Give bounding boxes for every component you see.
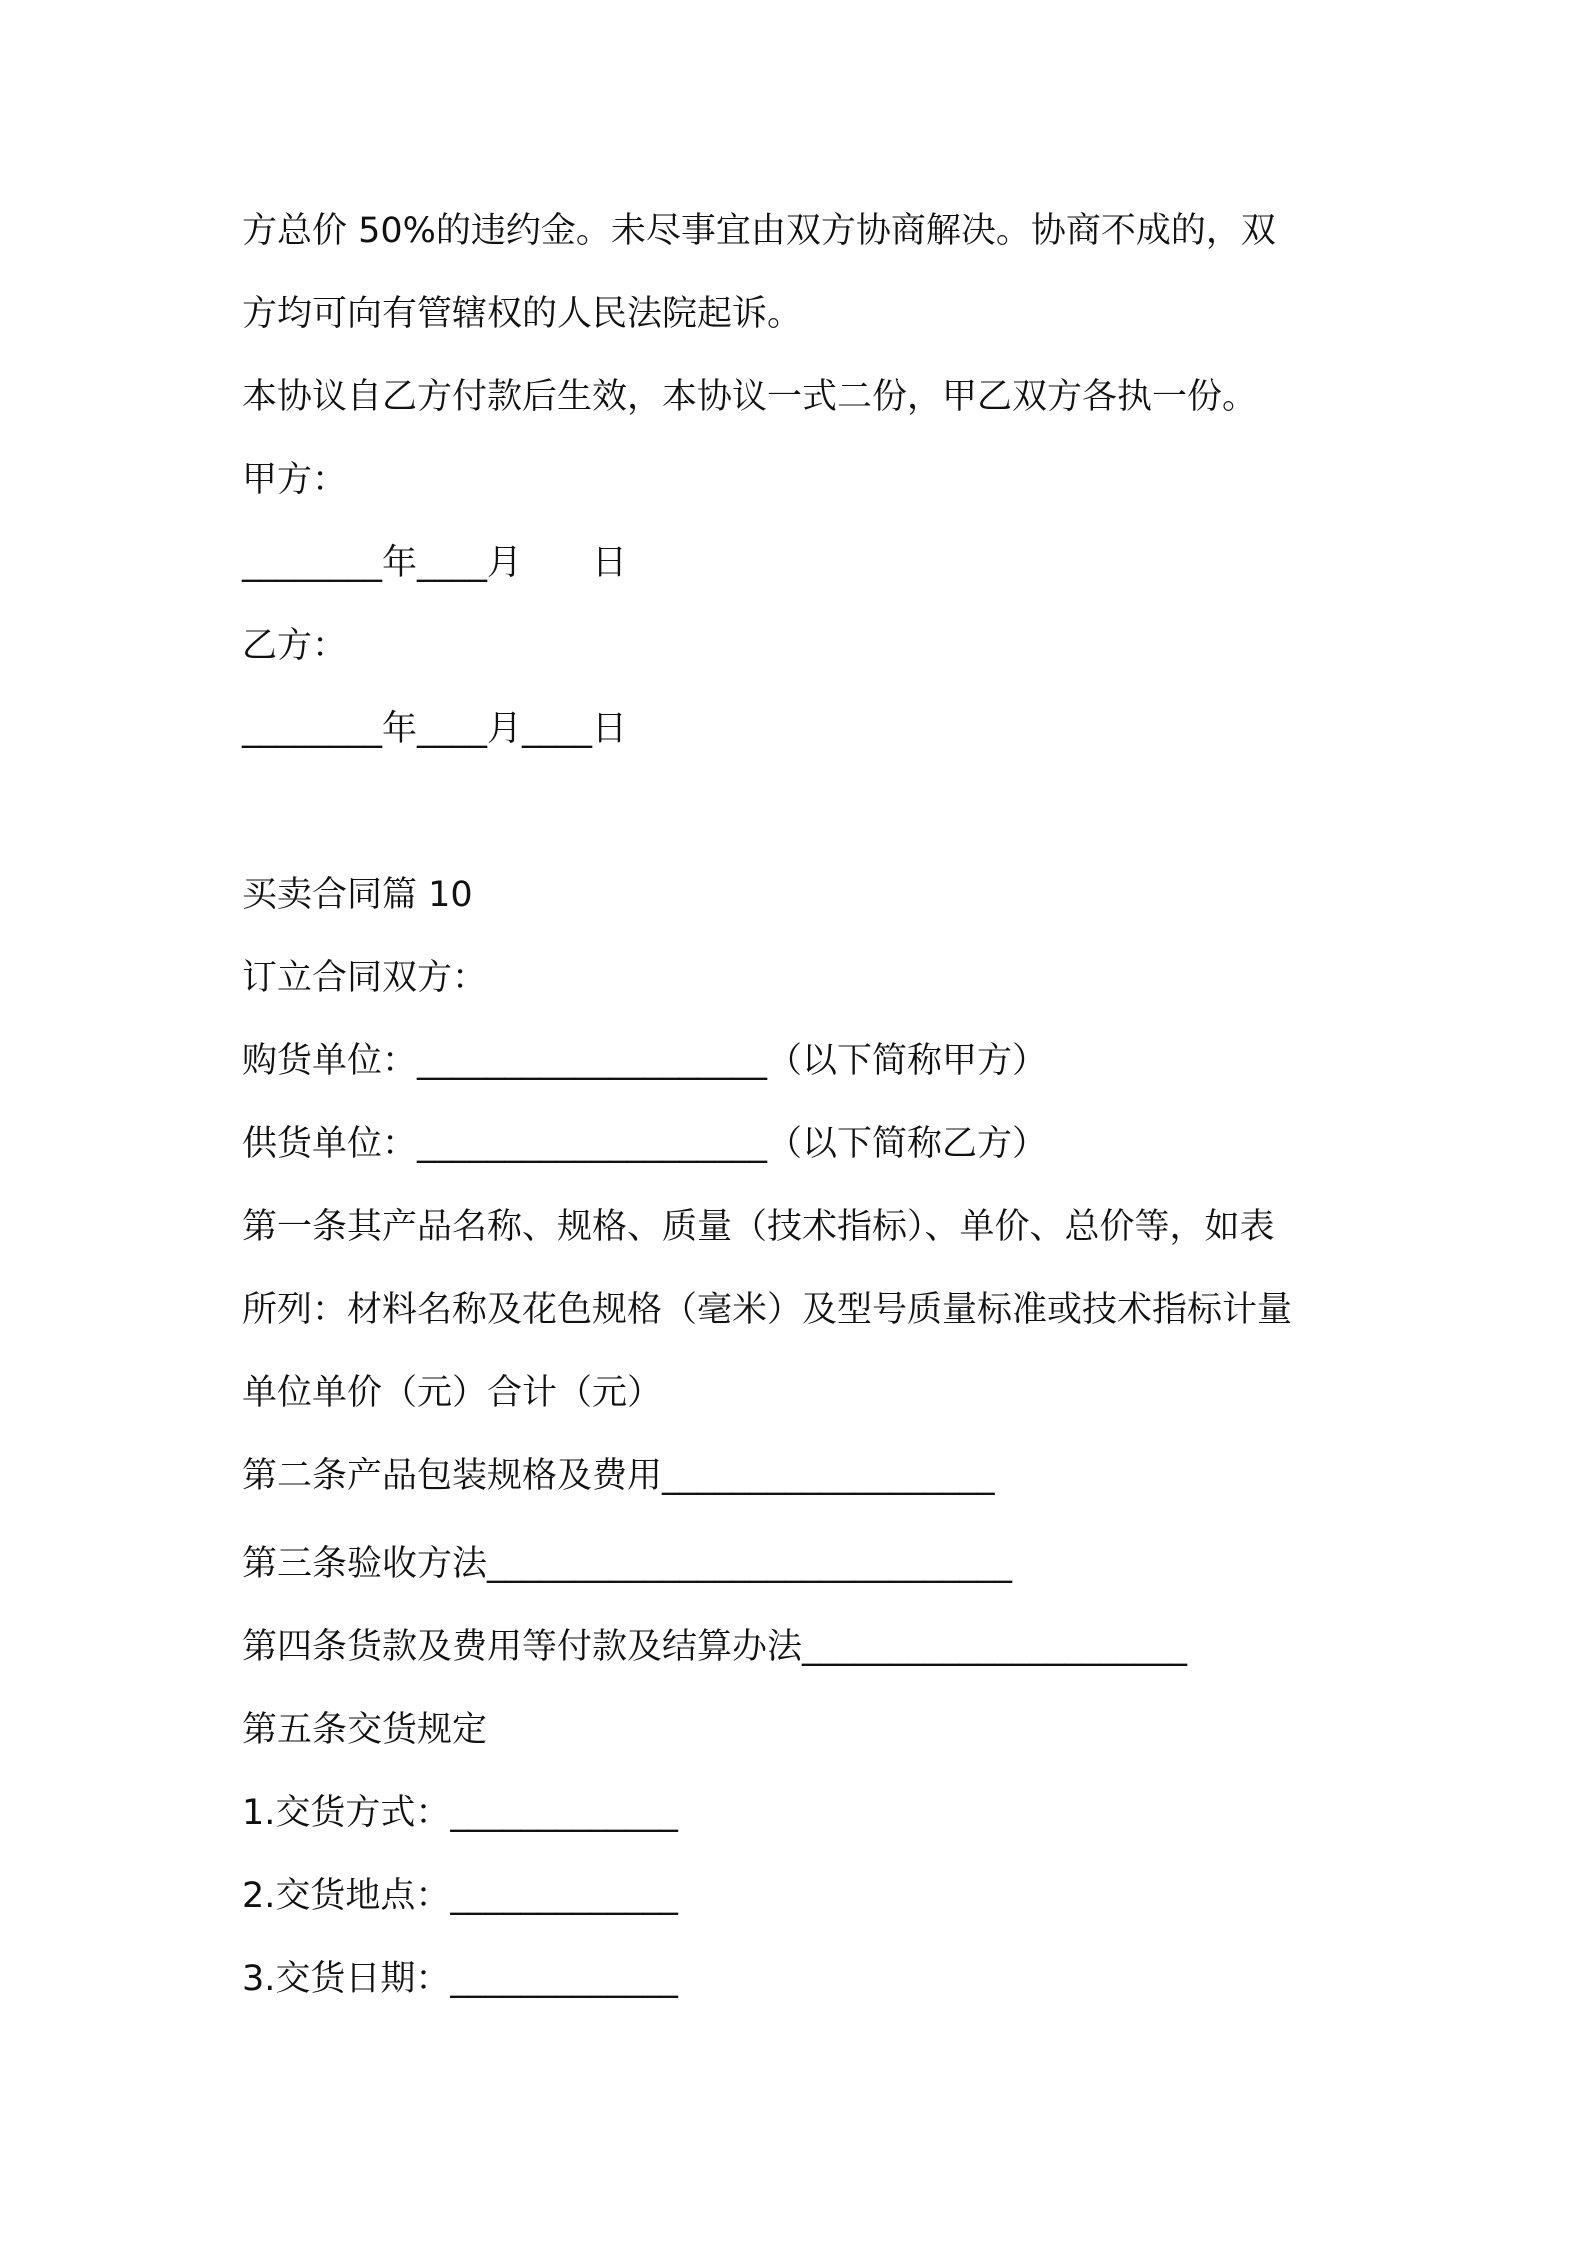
delivery-date-line: 3.交货日期：_____________: [242, 1959, 678, 1999]
buyer-line: 购货单位：____________________（以下简称甲方）: [242, 1041, 1048, 1081]
delivery-method-line: 1.交货方式：_____________: [242, 1793, 678, 1833]
supplier-line: 供货单位：____________________（以下简称乙方）: [242, 1124, 1048, 1164]
delivery-location-line: 2.交货地点：_____________: [242, 1876, 678, 1916]
article-3-line: 第三条验收方法______________________________: [242, 1544, 1013, 1584]
text-line: 订立合同双方：: [242, 958, 488, 998]
date-line-party-a: ________年____月 日: [242, 543, 628, 583]
label-party-a: 甲方：: [242, 460, 348, 500]
article-1-line: 单位单价（元）合计（元）: [242, 1373, 663, 1413]
article-1-line: 所列：材料名称及花色规格（毫米）及型号质量标准或技术指标计量: [242, 1290, 1293, 1330]
text-line: 方均可向有管辖权的人民法院起诉。: [242, 294, 803, 334]
article-4-line: 第四条货款及费用等付款及结算办法______________________: [242, 1627, 1188, 1667]
text-line: 方总价 50%的违约金。未尽事宜由双方协商解决。协商不成的，双: [242, 211, 1276, 251]
section-title: 买卖合同篇 10: [242, 875, 473, 915]
label-party-b: 乙方：: [242, 626, 348, 666]
article-1-line: 第一条其产品名称、规格、质量（技术指标）、单价、总价等，如表: [242, 1207, 1275, 1247]
date-line-party-b: ________年____月____日: [242, 709, 628, 749]
text-line: 本协议自乙方付款后生效，本协议一式二份，甲乙双方各执一份。: [242, 377, 1258, 417]
article-5-title: 第五条交货规定: [242, 1710, 488, 1750]
article-2-line: 第二条产品包装规格及费用___________________: [242, 1456, 995, 1496]
